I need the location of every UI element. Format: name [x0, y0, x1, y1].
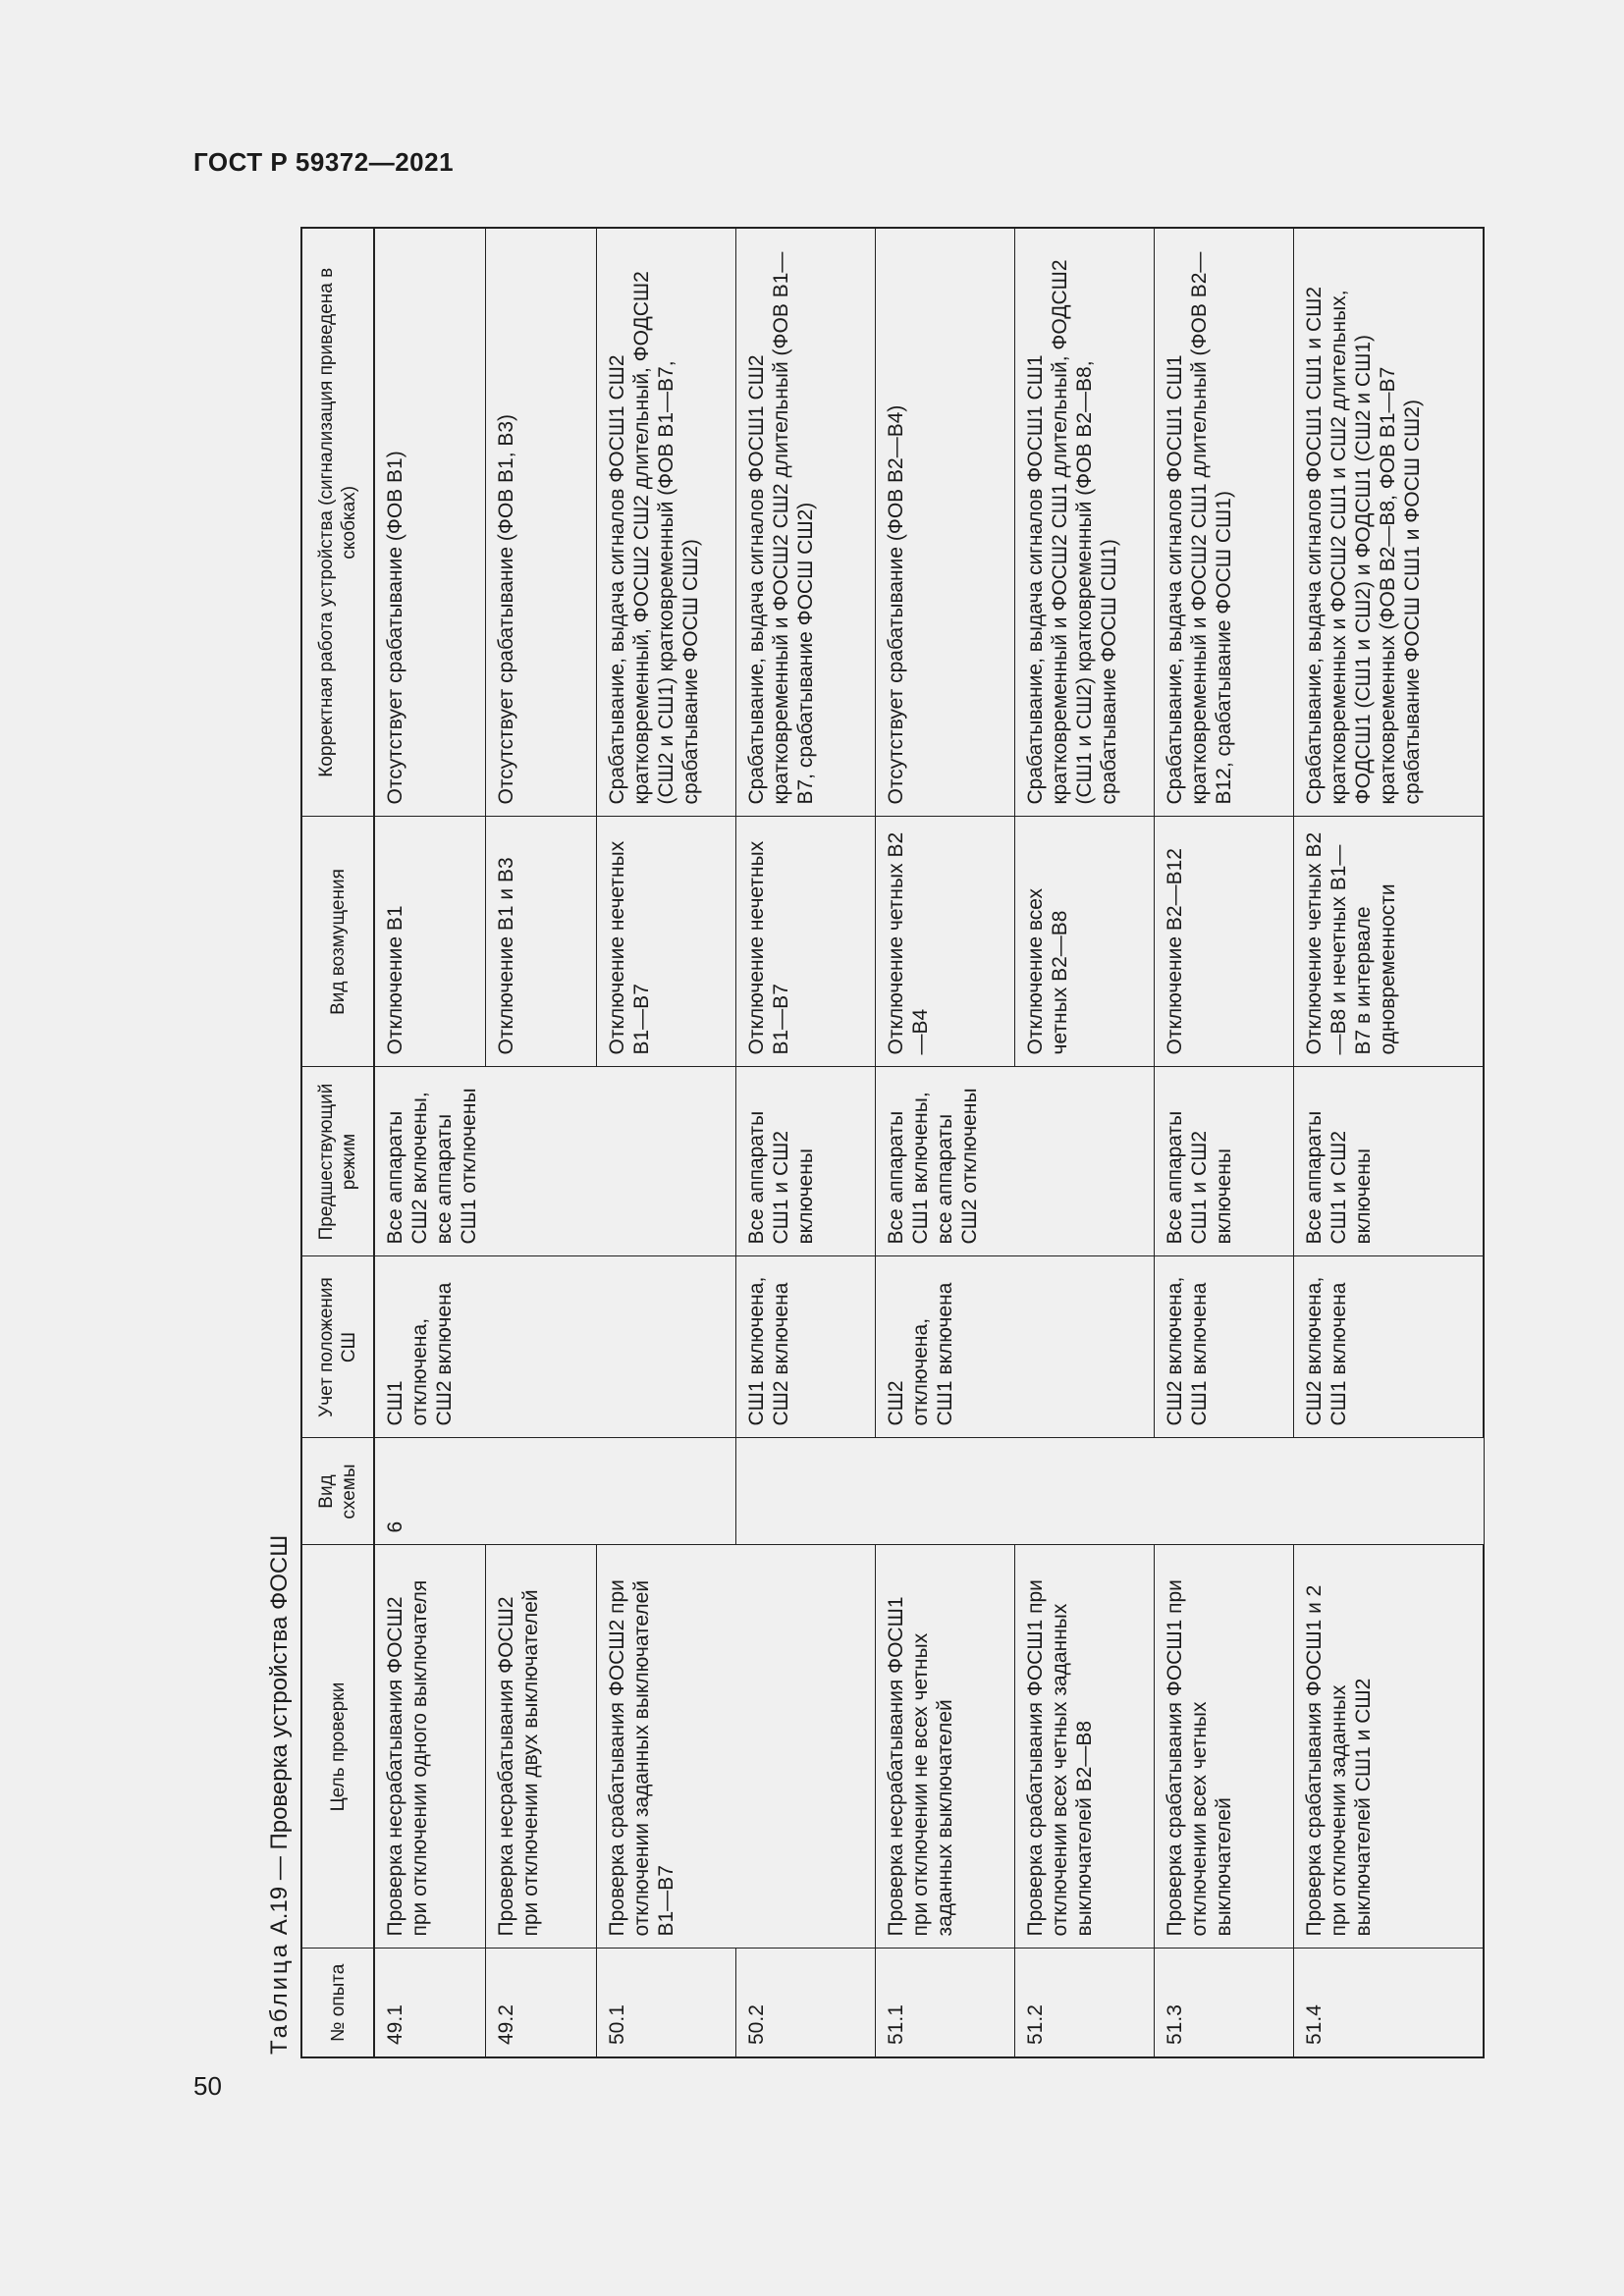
cell-goal: Проверка срабатывания ФОСШ1 при отключении всех четных выключателей: [1154, 1545, 1293, 1949]
cell-goal: Проверка несрабатывания ФОСШ1 при отключении не всех четных заданных выключателей: [875, 1545, 1014, 1949]
cell-prev-mode: Все аппараты СШ1 включены, все аппараты СШ2 отключены: [875, 1067, 1154, 1256]
table-row: [374, 228, 485, 2057]
table-caption-label: Таблица: [266, 1941, 293, 2055]
cell-correct: Отсутствует срабатывание (ФОВ В1, В3): [485, 228, 596, 817]
cell-position: СШ2 включена, СШ1 включена: [1293, 1256, 1484, 1438]
cell-disturbance: Отключение нечетных В1—В7: [735, 817, 875, 1067]
table-caption-text: А.19 — Проверка устройства ФОСШ: [266, 1534, 293, 1936]
cell-goal: Проверка срабатывания ФОСШ1 при отключении всех четных заданных выключателей В2—В8: [1014, 1545, 1154, 1949]
cell-disturbance: Отключение В1 и В3: [485, 817, 596, 1067]
table-header-row: [301, 228, 374, 2057]
cell-disturbance: Отключение В2—В12: [1154, 817, 1293, 1067]
cell-num: 50.1: [596, 1949, 735, 2057]
cell-correct: Срабатывание, выдача сигналов ФОСШ1 СШ1 кратковременный и ФОСШ2 СШ1 длительный (ФОВ В2—В12, срабатывание ФОСШ СШ1): [1154, 228, 1293, 817]
col-header-position: Учет положения СШ: [301, 1256, 374, 1438]
cell-correct: Срабатывание, выдача сигналов ФОСШ1 СШ1 и СШ2 кратковременных и ФОСШ2 СШ1 и СШ2 длительных, ФОДСШ1 (СШ1 и СШ2) и ФОДСШ1 (СШ2 и СШ1) кратковременных (ФОВ В2—В8, ФОВ В1—В7 срабатывание ФОСШ СШ1 и ФОСШ СШ2): [1293, 228, 1484, 817]
cell-goal: Проверка несрабатывания ФОСШ2 при отключении одного выключателя: [374, 1545, 485, 1949]
col-header-disturbance: Вид возмущения: [301, 817, 374, 1067]
cell-correct: Срабатывание, выдача сигналов ФОСШ1 СШ2 кратковременный и ФОСШ2 СШ2 длительный (ФОВ В1—В7, срабатывание ФОСШ СШ2): [735, 228, 875, 817]
col-header-prev-mode: Предшествующий режим: [301, 1067, 374, 1256]
cell-scheme-empty: [735, 1438, 1484, 1545]
cell-disturbance: Отключение нечетных В1—В7: [596, 817, 735, 1067]
col-header-correct-operation: Корректная работа устройства (сигнализация приведена в скобках): [301, 228, 374, 817]
cell-disturbance: Отключение четных В2—В4: [875, 817, 1014, 1067]
test-table: [300, 227, 1485, 2058]
cell-num: 49.1: [374, 1949, 485, 2057]
cell-num: 51.3: [1154, 1949, 1293, 2057]
cell-position: СШ1 включена, СШ2 включена: [735, 1256, 875, 1438]
cell-prev-mode: Все аппараты СШ1 и СШ2 включены: [1154, 1067, 1293, 1256]
cell-correct: Отсутствует срабатывание (ФОВ В1): [374, 228, 485, 817]
cell-num: 50.2: [735, 1949, 875, 2057]
page-number: 50: [193, 2071, 222, 2101]
cell-scheme: 6: [374, 1438, 735, 1545]
cell-position: СШ2 включена, СШ1 включена: [1154, 1256, 1293, 1438]
cell-disturbance: Отключение четных В2—В8 и нечетных В1—В7 в интервале одновременности: [1293, 817, 1484, 1067]
cell-disturbance: Отключение В1: [374, 817, 485, 1067]
cell-num: 49.2: [485, 1949, 596, 2057]
rotated-table-area: [259, 229, 1443, 2058]
col-header-num: № опыта: [301, 1949, 374, 2057]
cell-prev-mode: Все аппараты СШ1 и СШ2 включены: [1293, 1067, 1484, 1256]
cell-num: 51.1: [875, 1949, 1014, 2057]
table-caption: [259, 229, 300, 2058]
cell-correct: Срабатывание, выдача сигналов ФОСШ1 СШ2 кратковременный, ФОСШ2 СШ2 длительный, ФОДСШ2 (СШ2 и СШ1) кратковременный (ФОВ В1—В7, срабатывание ФОСШ СШ2): [596, 228, 735, 817]
table-row: [875, 228, 1014, 2057]
cell-num: 51.2: [1014, 1949, 1154, 2057]
cell-goal: Проверка срабатывания ФОСШ1 и 2 при отключении заданных выключателей СШ1 и СШ2: [1293, 1545, 1484, 1949]
cell-correct: Срабатывание, выдача сигналов ФОСШ1 СШ1 кратковременный и ФОСШ2 СШ1 длительный, ФОДСШ2 (СШ1 и СШ2) кратковременный (ФОВ В2—В8, срабатывание ФОСШ СШ1): [1014, 228, 1154, 817]
cell-disturbance: Отключение всех четных В2—В8: [1014, 817, 1154, 1067]
cell-num: 51.4: [1293, 1949, 1484, 2057]
col-header-goal: Цель проверки: [301, 1545, 374, 1949]
table-block: [259, 229, 1443, 2058]
col-header-scheme: Вид схемы: [301, 1438, 374, 1545]
cell-prev-mode: Все аппараты СШ2 включены, все аппараты СШ1 отключены: [374, 1067, 735, 1256]
cell-goal: Проверка несрабатывания ФОСШ2 при отключении двух выключателей: [485, 1545, 596, 1949]
cell-prev-mode: Все аппараты СШ1 и СШ2 включены: [735, 1067, 875, 1256]
table-row: [1154, 228, 1293, 2057]
document-header: ГОСТ Р 59372—2021: [193, 147, 455, 177]
cell-goal: Проверка срабатывания ФОСШ2 при отключении заданных выключателей В1—В7: [596, 1545, 875, 1949]
table-row: [1293, 228, 1484, 2057]
cell-position: СШ2 отключена, СШ1 включена: [875, 1256, 1154, 1438]
cell-position: СШ1 отключена, СШ2 включена: [374, 1256, 735, 1438]
cell-correct: Отсутствует срабатывание (ФОВ В2—В4): [875, 228, 1014, 817]
